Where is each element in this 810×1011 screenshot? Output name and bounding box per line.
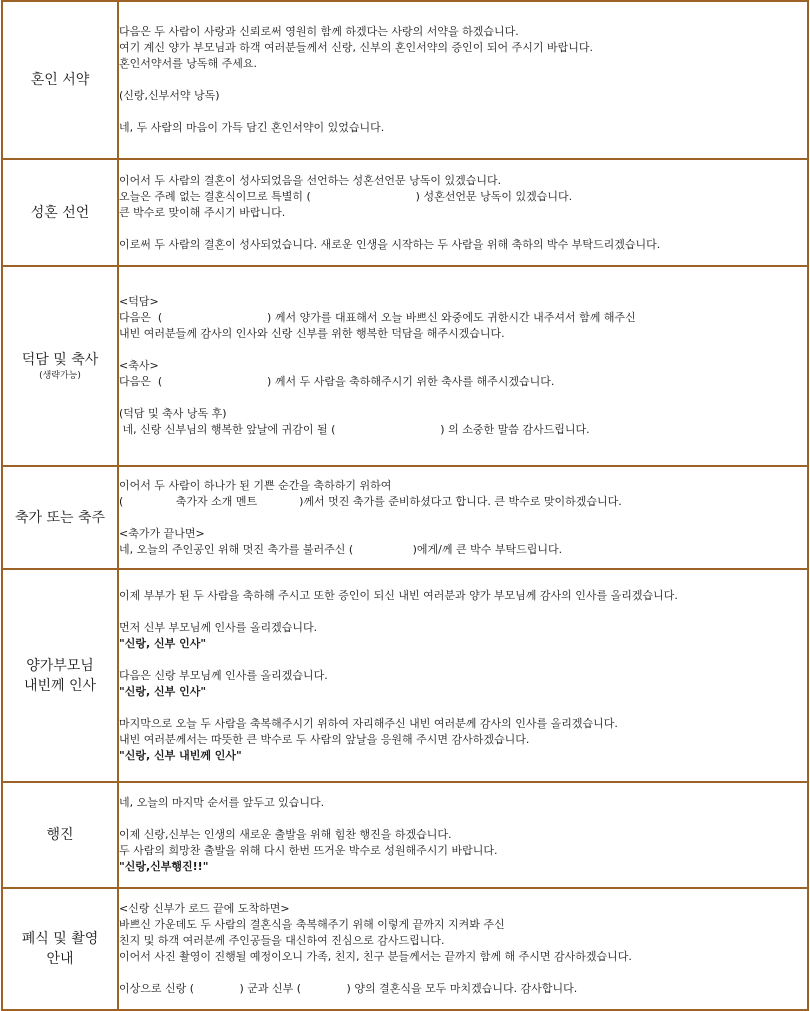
section-row — [2, 466, 808, 569]
script-line: 큰 박수로 맞이해 주시기 바랍니다. — [119, 205, 286, 219]
section-row — [2, 159, 808, 266]
section-label-cell — [2, 266, 118, 466]
script-line: 다음은 ( ) 께서 두 사람을 축하해주시기 위한 축사를 해주시겠습니다. — [119, 375, 555, 388]
section-label-cell — [2, 159, 118, 266]
script-line: <축가가 끝나면> — [119, 526, 205, 540]
script-line: 이어서 두 사람이 하나가 된 기쁜 순간을 축하하기 위하여 — [119, 478, 392, 492]
script-line: 다음은 신랑 부모님께 인사를 올리겠습니다. — [119, 668, 328, 682]
section-body-cell — [118, 782, 808, 888]
script-line: 이제 부부가 된 두 사람을 축하해 주시고 또한 증인이 되신 내빈 여러분과 양가 부모님께 감사의 인사를 올리겠습니다. — [119, 588, 678, 602]
script-line: <신랑 신부가 로드 끝에 도착하면> — [119, 902, 290, 915]
script-line: 오늘은 주례 없는 결혼식이므로 특별히 ( ) 성혼선언문 낭독이 있겠습니다. — [119, 189, 573, 203]
section-body-cell — [118, 888, 808, 1010]
section-label-cell — [2, 569, 118, 782]
section-label-cell — [2, 1, 118, 159]
script-line: 이어서 두 사람의 결혼이 성사되었음을 선언하는 성혼선언문 낭독이 있겠습니다. — [119, 173, 502, 187]
script-line: 먼저 신부 부모님께 인사를 올리겠습니다. — [119, 620, 318, 634]
section-sublabel: (생략가능) — [39, 371, 81, 381]
cue-line: "신랑, 신부 인사" — [119, 684, 207, 698]
section-row — [2, 569, 808, 782]
script-line — [119, 221, 807, 237]
section-label: 축가 또는 축주 — [14, 509, 106, 526]
section-body-cell — [118, 159, 808, 266]
section-row — [2, 888, 808, 1010]
script-line: 다음은 두 사람이 사랑과 신뢰로써 영원히 함께 하겠다는 사랑의 서약을 하겠습니다. — [119, 25, 519, 38]
section-body-cell — [118, 466, 808, 569]
script-line: (덕담 및 축사 낭독 후) — [119, 407, 227, 420]
script-line — [119, 342, 807, 358]
section-label-cell — [2, 466, 118, 569]
script-line: 내빈 여러분께서는 따뜻한 큰 박수로 두 사람의 앞날을 응원해 주시면 감사하겠습니다. — [119, 732, 530, 746]
script-line — [119, 390, 807, 406]
section-label-cell — [2, 782, 118, 888]
script-line: 바쁘신 가운데도 두 사람의 결혼식을 축복해주기 위해 이렇게 끝까지 지켜봐 주신 — [119, 918, 505, 931]
script-line — [119, 104, 807, 120]
section-label: 안내 — [46, 951, 74, 967]
script-line — [119, 700, 807, 716]
script-line: <덕담> — [119, 295, 159, 308]
script-line: 네, 오늘의 주인공인 위해 멋진 축가를 불러주신 ( )에게/께 큰 박수 부탁드립니다. — [119, 542, 563, 556]
section-label: 행진 — [46, 827, 74, 843]
script-line: 친지 및 하객 여러분께 주인공들을 대신하여 진심으로 감사드립니다. — [119, 934, 445, 947]
script-line: 네, 오늘의 마지막 순서를 앞두고 있습니다. — [119, 796, 325, 809]
script-line: 여기 계신 양가 부모님과 하객 여러분들께서 신랑, 신부의 혼인서약의 증인이 되어 주시기 바랍니다. — [119, 41, 593, 54]
script-line: 혼인서약서를 낭독해 주세요. — [119, 57, 258, 70]
script-line — [119, 510, 807, 526]
script-line: ( 축가자 소개 멘트 )께서 멋진 축가를 준비하셨다고 합니다. 큰 박수로 맞이하겠습니다. — [119, 494, 622, 508]
section-label: 내빈께 인사 — [23, 677, 97, 694]
cue-line: "신랑, 신부 인사" — [119, 636, 207, 650]
script-line: 이로써 두 사람의 결혼이 성사되었습니다. 새로운 인생을 시작하는 두 사람을 위해 축하의 박수 부탁드리겠습니다. — [119, 237, 661, 251]
script-line: 네, 두 사람의 마음이 가득 담긴 혼인서약이 있었습니다. — [119, 121, 385, 134]
script-line: <축사> — [119, 359, 159, 372]
script-rows — [2, 1, 808, 1010]
script-line: 마지막으로 오늘 두 사람을 축복해주시기 위하여 자리해주신 내빈 여러분께 감사의 인사를 올리겠습니다. — [119, 716, 618, 730]
script-line: 두 사람의 희망찬 출발을 위해 다시 한번 뜨거운 박수로 성원해주시기 바랍니다. — [119, 844, 498, 857]
section-label: 혼인 서약 — [30, 72, 90, 88]
script-line — [119, 72, 807, 88]
section-label: 폐식 및 촬영 — [21, 931, 99, 947]
script-line: 내빈 여러분들께 감사의 인사와 신랑 신부를 위한 행복한 덕담을 해주시겠습니다. — [119, 327, 505, 340]
section-body-cell — [118, 266, 808, 466]
script-line: 이어서 사진 촬영이 진행될 예정이오니 가족, 친지, 친구 분들께서는 끝까지 함께 해 주시면 감사하겠습니다. — [119, 950, 632, 963]
cue-line: "신랑, 신부 내빈께 인사" — [119, 748, 242, 762]
section-body-cell — [118, 1, 808, 159]
cue-line: "신랑,신부행진!!" — [119, 860, 209, 873]
section-row — [2, 266, 808, 466]
section-row — [2, 1, 808, 159]
script-line — [119, 811, 807, 827]
script-line: 다음은 ( ) 께서 양가를 대표해서 오늘 바쁘신 와중에도 귀한시간 내주셔서 함께 해주신 — [119, 311, 636, 324]
section-label: 덕담 및 축사 — [21, 352, 99, 368]
section-row — [2, 782, 808, 888]
script-line: (신랑,신부서약 낭독) — [119, 89, 220, 102]
ceremony-script-table — [1, 0, 809, 1011]
script-line — [119, 652, 807, 668]
script-line: 이상으로 신랑 ( ) 군과 신부 ( ) 양의 결혼식을 모두 마치겠습니다. 감사합니다. — [119, 982, 578, 995]
section-label-cell — [2, 888, 118, 1010]
script-line — [119, 965, 807, 981]
section-label: 성혼 선언 — [30, 204, 90, 221]
script-line — [119, 604, 807, 620]
section-label: 양가부모님 — [26, 657, 94, 674]
script-line: 네, 신랑 신부님의 행복한 앞날에 귀감이 될 ( ) 의 소중한 말씀 감사드립니다. — [119, 423, 590, 436]
script-line: 이제 신랑,신부는 인생의 새로운 출발을 위해 힘찬 행진을 하겠습니다. — [119, 828, 452, 841]
section-body-cell — [118, 569, 808, 782]
